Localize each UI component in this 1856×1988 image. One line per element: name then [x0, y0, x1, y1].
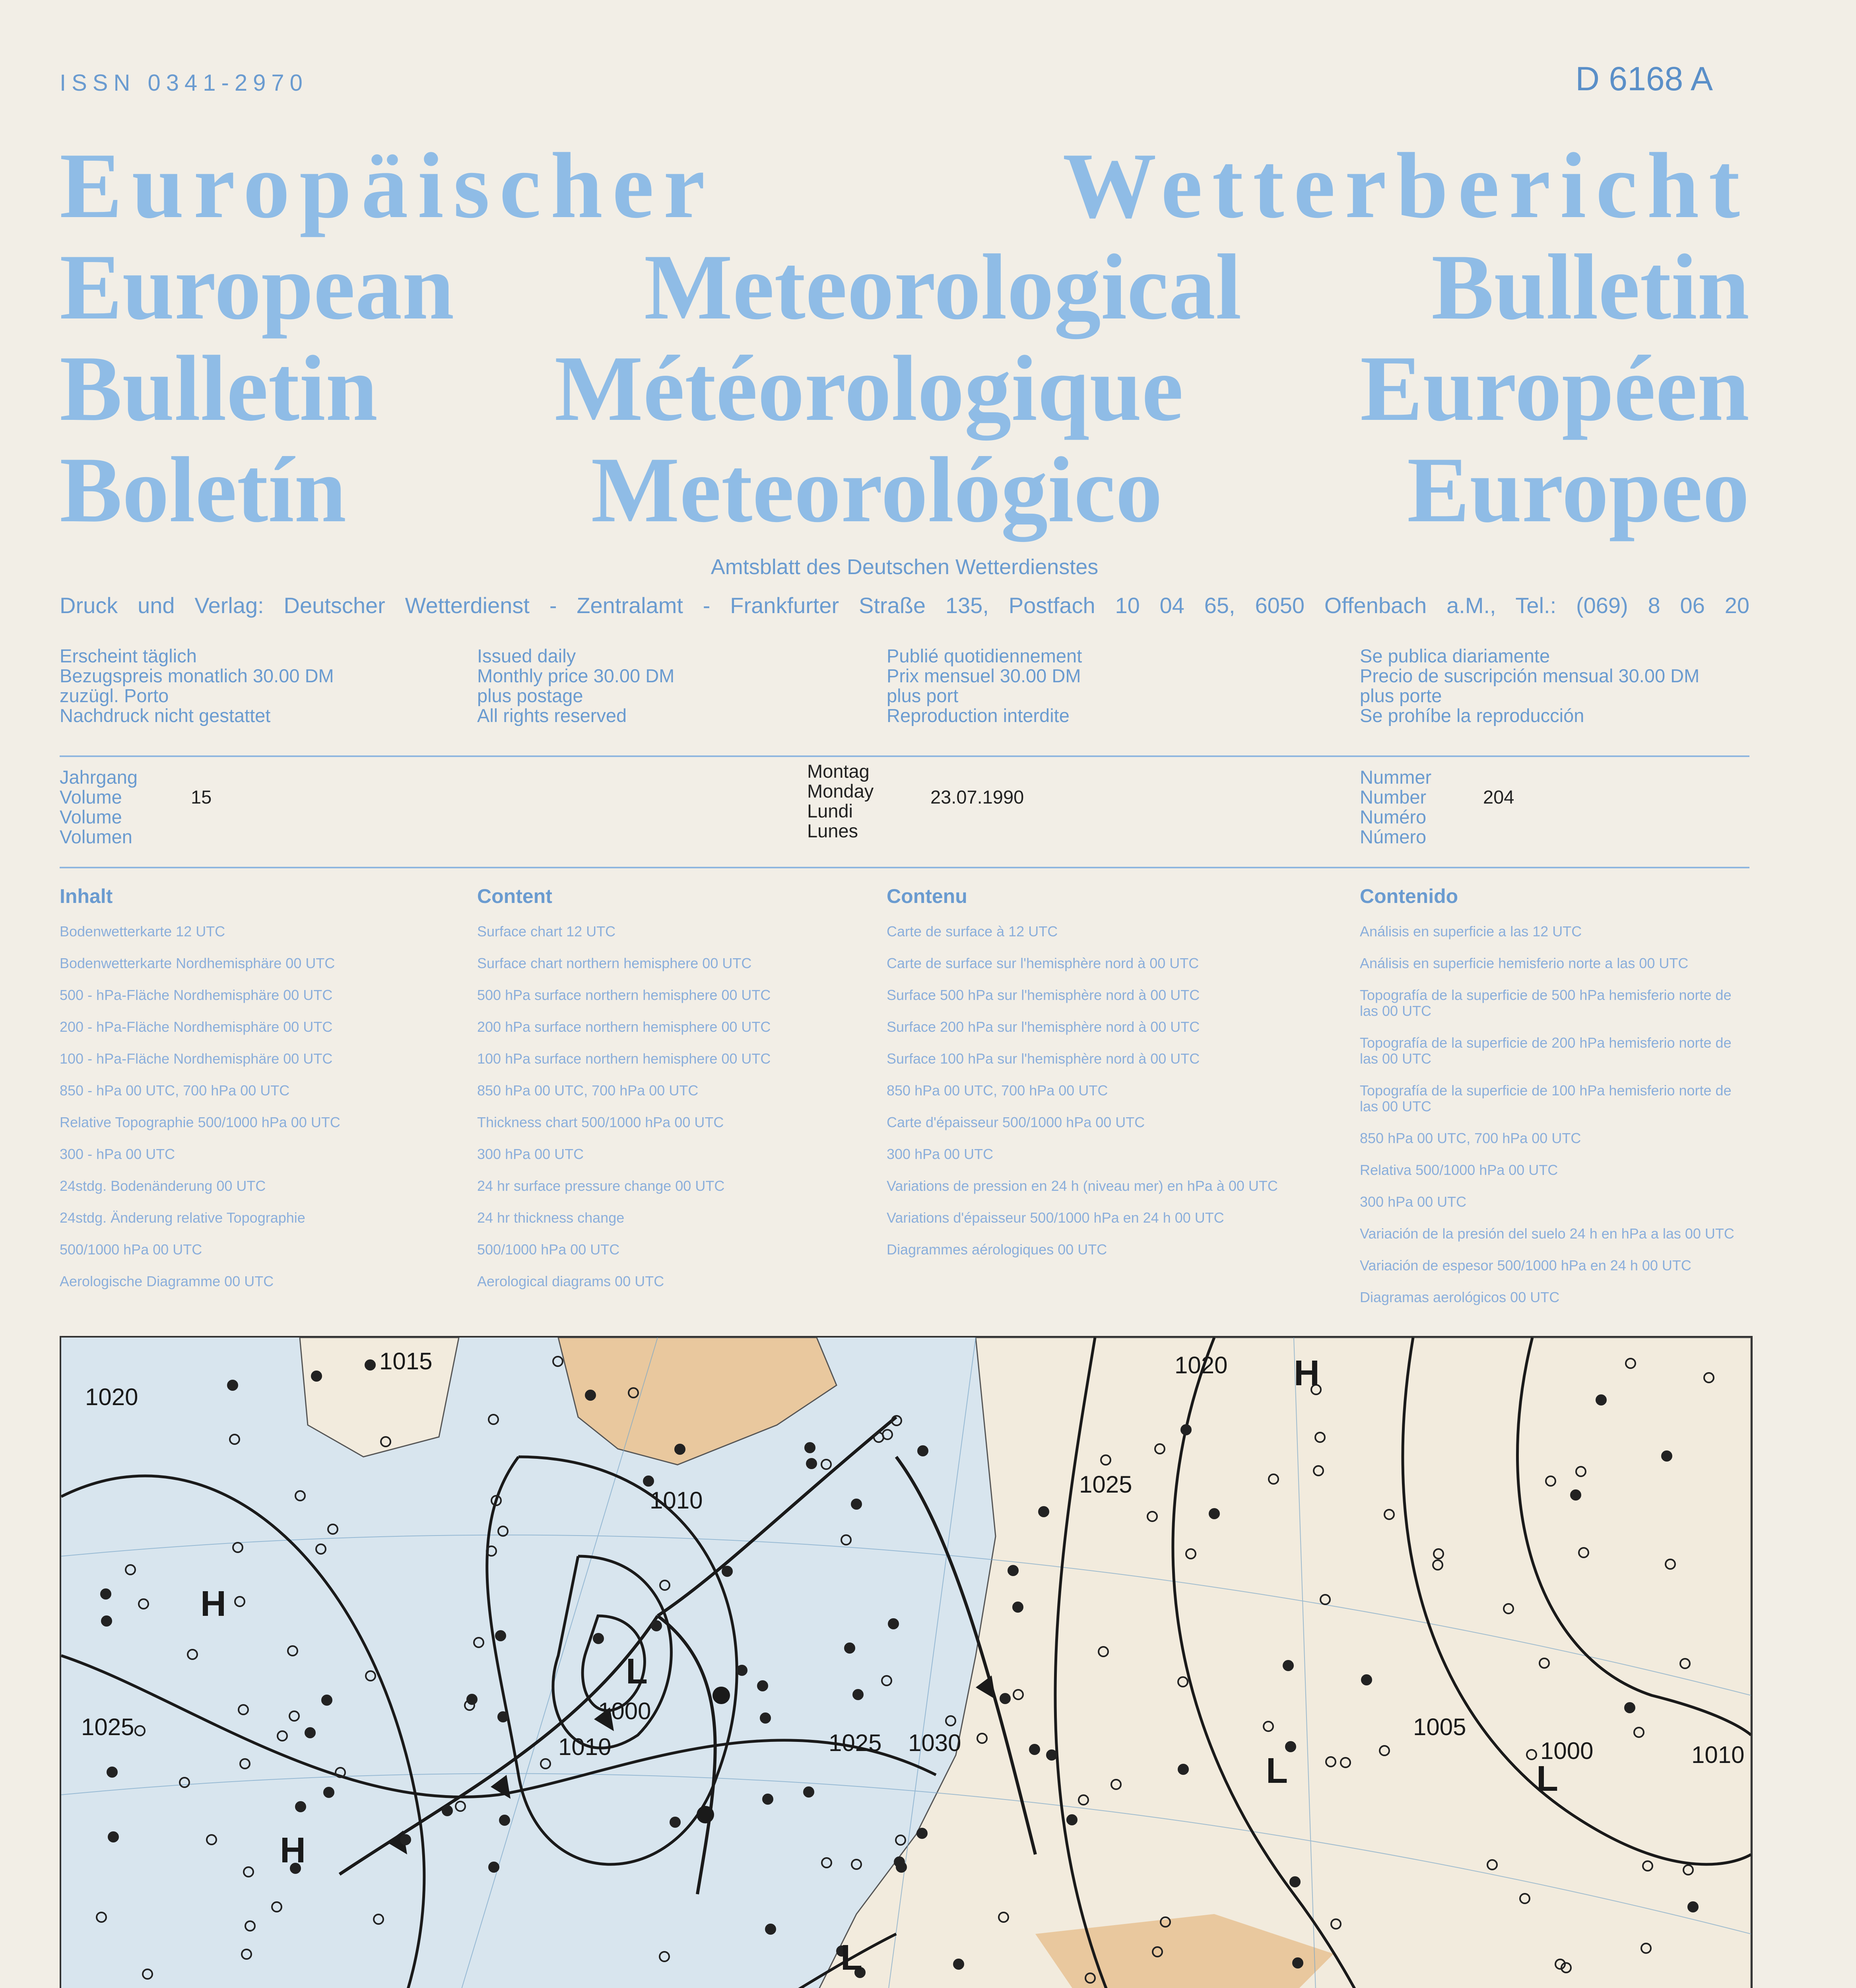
station-circle [474, 1638, 483, 1647]
isobar [61, 1934, 896, 1988]
contents-item: Diagramas aerológicos 00 UTC [1360, 1289, 1560, 1305]
contents-heading: Content [477, 885, 552, 907]
contents-spanish [1360, 885, 1749, 1321]
contents-item: Análisis en superficie hemisferio norte a las 00 UTC [1360, 955, 1689, 971]
issue-number: 204 [1483, 786, 1514, 808]
station-circle [918, 1446, 928, 1456]
contents-item: Carte de surface à 12 UTC [887, 923, 1058, 940]
station-circle [763, 1794, 773, 1804]
station-circle [230, 1435, 239, 1444]
station-circle [401, 1835, 410, 1844]
contents-french [887, 885, 1324, 1274]
station-circle [841, 1535, 851, 1545]
contents-item: Carte d'épaisseur 500/1000 hPa 00 UTC [887, 1114, 1145, 1130]
station-circle [489, 1415, 498, 1424]
station-circle [1067, 1815, 1077, 1825]
station-circle [541, 1759, 550, 1769]
station-circle [242, 1949, 251, 1959]
high-pressure-center: H [280, 1831, 306, 1870]
contents-item: 24stdg. Bodenänderung 00 UTC [60, 1178, 266, 1194]
volume-value: 15 [191, 786, 212, 808]
contents-item: 300 hPa 00 UTC [477, 1146, 584, 1162]
station-circle [1293, 1958, 1303, 1968]
station-circle [804, 1787, 813, 1797]
contents-item: 500 hPa surface northern hemisphere 00 UTC [477, 987, 771, 1003]
contents-item: Variations d'épaisseur 500/1000 hPa en 24 h 00 UTC [887, 1209, 1224, 1226]
subscription-line: Prix mensuel 30.00 DM [887, 665, 1081, 686]
station-circle [917, 1829, 927, 1838]
title-english: European Meteorological Bulletin [60, 235, 1749, 339]
contents-item: Surface 200 hPa sur l'hemisphère nord à 00 UTC [887, 1019, 1200, 1035]
subscription-line: Reproduction interdite [887, 705, 1070, 726]
contents-item: Topografía de la superficie de 500 hPa hemisferio norte de las 00 UTC [1360, 987, 1732, 1019]
subtitle: Amtsblatt des Deutschen Wetterdienstes [711, 555, 1099, 579]
high-pressure-center: H [200, 1584, 226, 1624]
station-circle [107, 1767, 117, 1777]
station-circle [1596, 1395, 1606, 1405]
station-circle [766, 1924, 775, 1934]
station-circle [109, 1832, 118, 1842]
subscription-line: All rights reserved [477, 705, 627, 726]
station-circle [316, 1544, 326, 1554]
contents-item: 24stdg. Änderung relative Topographie [60, 1209, 305, 1226]
number-label: Nummer [1360, 767, 1432, 788]
subscription-line: Publié quotidiennement [887, 645, 1082, 666]
subscription-line: plus porte [1360, 685, 1442, 706]
station-circle [954, 1959, 963, 1969]
contents-item: Aerologische Diagramme 00 UTC [60, 1273, 274, 1289]
station-circle [1013, 1602, 1023, 1612]
low-pressure-center: L [1536, 1759, 1558, 1799]
subscription-line: Nachdruck nicht gestattet [60, 705, 271, 726]
isobar-label: 1005 [1413, 1714, 1466, 1740]
station-circle [500, 1815, 509, 1825]
station-circle [761, 1713, 770, 1723]
publisher-line: Druck und Verlag: Deutscher Wetterdienst - Zentralamt - Frankfurter Straße 135, Postfach 10 04 65, 6050 Offenbach a.M., Tel.: (069) 8 06 20 [60, 593, 1749, 618]
station-circle [328, 1524, 338, 1534]
station-circle [135, 1726, 145, 1736]
contents-item: 850 hPa 00 UTC, 700 hPa 00 UTC [1360, 1130, 1581, 1146]
station-circle [1283, 1661, 1293, 1670]
station-circle [807, 1459, 816, 1468]
title-block [60, 135, 1749, 541]
isobar-label: 1025 [81, 1714, 134, 1740]
subscription-line: zuzügl. Porto [60, 685, 169, 706]
station-circle [821, 1460, 831, 1469]
contents-item: 200 hPa surface northern hemisphere 00 UTC [477, 1019, 771, 1035]
station-circle [1000, 1694, 1010, 1703]
contents-item: 200 - hPa-Fläche Nordhemisphäre 00 UTC [60, 1019, 333, 1035]
number-label: Número [1360, 826, 1427, 847]
station-circle [845, 1643, 854, 1653]
station-circle [489, 1862, 499, 1872]
title-spanish: Boletín Meteorológico Europeo [60, 438, 1749, 542]
subscription-line: plus postage [477, 685, 583, 706]
contents-item: Topografía de la superficie de 100 hPa hemisferio norte de las 00 UTC [1360, 1082, 1732, 1114]
issn-number: ISSN 0341-2970 [60, 70, 308, 96]
subscription-spanish [1360, 646, 1699, 726]
contents-item: 500/1000 hPa 00 UTC [60, 1241, 202, 1258]
station-circle [126, 1565, 135, 1574]
number-label: Numéro [1360, 806, 1427, 827]
contents-item: Relative Topographie 500/1000 hPa 00 UTC [60, 1114, 340, 1130]
subscription-english [477, 646, 674, 726]
contents-item: Surface chart northern hemisphere 00 UTC [477, 955, 752, 971]
contents-item: Bodenwetterkarte 12 UTC [60, 923, 225, 940]
station-circle [139, 1599, 148, 1609]
station-circle [896, 1835, 905, 1845]
station-circle [897, 1862, 906, 1872]
station-circle [852, 1860, 861, 1869]
contents-item: 300 hPa 00 UTC [887, 1146, 994, 1162]
subscription-line: Se publica diariamente [1360, 645, 1550, 666]
land-mass-europe [578, 1338, 1751, 1988]
station-circle [278, 1731, 287, 1741]
contents-item: Carte de surface sur l'hemisphère nord à 00 UTC [887, 955, 1199, 971]
contents-item: Análisis en superficie a las 12 UTC [1360, 923, 1582, 940]
station-circle [758, 1681, 767, 1691]
station-circle [644, 1476, 653, 1486]
station-circle [1030, 1745, 1039, 1754]
contents-item: 850 hPa 00 UTC, 700 hPa 00 UTC [887, 1082, 1108, 1099]
surface-weather-map [60, 1336, 1753, 1988]
volume-label: Jahrgang [60, 767, 138, 788]
contents-item: 24 hr surface pressure change 00 UTC [477, 1178, 725, 1194]
contents-item: 100 - hPa-Fläche Nordhemisphäre 00 UTC [60, 1050, 333, 1067]
number-label: Number [1360, 786, 1427, 808]
station-circle [1181, 1425, 1191, 1435]
contents-heading: Contenido [1360, 885, 1458, 907]
station-circle [1286, 1742, 1295, 1751]
station-circle [805, 1443, 815, 1452]
station-circle [188, 1650, 197, 1659]
warm-front-semicircle [697, 1806, 714, 1823]
document-number: D 6168 A [1575, 60, 1713, 97]
warm-front-semicircle [713, 1687, 730, 1704]
weekday-label: Monday [807, 780, 874, 802]
volume-label: Volume [60, 786, 122, 808]
subscription-line: Monthly price 30.00 DM [477, 665, 675, 686]
station-circle [374, 1914, 383, 1924]
station-circle [228, 1380, 237, 1390]
subscription-line: Bezugspreis monatlich 30.00 DM [60, 665, 334, 686]
contents-item: 500/1000 hPa 00 UTC [477, 1241, 620, 1258]
isobar-label: 1000 [598, 1698, 651, 1724]
contents-item: 300 - hPa 00 UTC [60, 1146, 175, 1162]
station-circle [366, 1671, 375, 1681]
contents-item: Bodenwetterkarte Nordhemisphäre 00 UTC [60, 955, 335, 971]
number-labels [1360, 767, 1431, 847]
isobar-label: 1020 [1175, 1352, 1228, 1378]
station-circle [852, 1499, 861, 1509]
station-circle [496, 1631, 505, 1640]
station-circle [722, 1567, 732, 1576]
title-french: Bulletin Météorologique Européen [60, 337, 1749, 441]
subscription-line: Se prohíbe la reproducción [1360, 705, 1584, 726]
contents-item: Aerological diagrams 00 UTC [477, 1273, 664, 1289]
contents-english [477, 885, 867, 1305]
station-circle [365, 1360, 375, 1370]
isobar-label: 1000 [1540, 1738, 1594, 1764]
station-circle [272, 1902, 282, 1912]
station-circle [822, 1858, 831, 1868]
subscription-line: Issued daily [477, 645, 576, 666]
station-circle [97, 1912, 106, 1922]
station-circle [737, 1666, 747, 1675]
subscription-french [887, 646, 1082, 726]
weather-chart-svg [61, 1338, 1751, 1988]
station-circle [660, 1580, 670, 1590]
weekday-label: Lunes [807, 820, 858, 841]
contents-item: Surface 500 hPa sur l'hemisphère nord à 00 UTC [887, 987, 1200, 1003]
contents-heading: Inhalt [60, 885, 113, 907]
station-circle [675, 1444, 685, 1454]
station-circle [874, 1433, 883, 1442]
divider [60, 755, 1749, 757]
station-circle [586, 1390, 595, 1400]
station-circle [1662, 1451, 1672, 1461]
contents-item: Variación de la presión del suelo 24 h en hPa a las 00 UTC [1360, 1225, 1734, 1242]
station-circle [289, 1711, 299, 1721]
station-circle [1178, 1765, 1188, 1774]
station-circle [324, 1788, 334, 1797]
station-circle [594, 1634, 603, 1643]
station-circle [240, 1759, 250, 1769]
station-circle [498, 1712, 508, 1722]
station-circle [670, 1817, 680, 1827]
isobar-label: 1015 [379, 1348, 433, 1375]
volume-labels [60, 767, 138, 847]
station-circle [102, 1616, 111, 1626]
station-circle [295, 1491, 305, 1501]
station-circle [443, 1806, 452, 1815]
weekday-label: Montag [807, 761, 870, 782]
land-mass-greenland [558, 1338, 837, 1465]
title-german: Europäischer Wetterbericht [60, 134, 1749, 238]
isobar-label: 1030 [908, 1730, 961, 1756]
station-circle [235, 1597, 245, 1606]
divider [60, 867, 1749, 868]
station-circle [1047, 1750, 1056, 1760]
contents-item: Variación de espesor 500/1000 hPa en 24 h 00 UTC [1360, 1257, 1691, 1274]
station-circle [467, 1695, 477, 1704]
contents-item: Surface chart 12 UTC [477, 923, 616, 940]
station-circle [180, 1778, 189, 1787]
contents-item: Surface 100 hPa sur l'hemisphère nord à 00 UTC [887, 1050, 1200, 1067]
weekday-label: Lundi [807, 800, 853, 821]
station-circle [1210, 1509, 1219, 1518]
station-circle [1571, 1490, 1580, 1500]
contents-item: Topografía de la superficie de 200 hPa hemisferio norte de las 00 UTC [1360, 1035, 1732, 1067]
low-pressure-center: L [841, 1938, 862, 1978]
station-circle [322, 1695, 332, 1705]
isobar-label: 1010 [650, 1487, 703, 1514]
station-circle [652, 1621, 661, 1631]
subscription-line: plus port [887, 685, 959, 706]
station-circle [101, 1589, 111, 1599]
station-circle [312, 1371, 321, 1381]
subscription-german [60, 646, 334, 726]
station-circle [1362, 1675, 1371, 1685]
contents-item: Thickness chart 500/1000 hPa 00 UTC [477, 1114, 724, 1130]
contents-item: Relativa 500/1000 hPa 00 UTC [1360, 1162, 1558, 1178]
contents-item: 500 - hPa-Fläche Nordhemisphäre 00 UTC [60, 987, 333, 1003]
isobar-label: 1025 [1079, 1471, 1132, 1498]
station-circle [853, 1690, 863, 1699]
isobar-label: 1010 [558, 1734, 612, 1760]
volume-label: Volume [60, 806, 122, 827]
contents-item: 24 hr thickness change [477, 1209, 625, 1226]
station-circle [143, 1969, 152, 1979]
isobar-label: 1020 [85, 1384, 138, 1410]
station-circle [296, 1802, 305, 1811]
station-circle [1688, 1902, 1698, 1912]
station-circle [889, 1619, 898, 1629]
subscription-line: Erscheint täglich [60, 645, 197, 666]
station-circle [244, 1867, 253, 1877]
station-circle [288, 1646, 297, 1656]
station-circle [553, 1357, 563, 1366]
station-circle [305, 1728, 315, 1738]
subscription-line: Precio de suscripción mensual 30.00 DM [1360, 665, 1700, 686]
station-circle [1290, 1877, 1300, 1887]
contents-item: Diagrammes aérologiques 00 UTC [887, 1241, 1107, 1258]
low-pressure-center: L [1266, 1751, 1288, 1791]
isobar [487, 1457, 737, 1864]
station-circle [233, 1543, 243, 1552]
isobar-label: 1025 [829, 1730, 882, 1756]
station-circle [207, 1835, 216, 1844]
station-circle [498, 1526, 508, 1536]
issue-date: 23.07.1990 [930, 786, 1024, 808]
contents-heading: Contenu [887, 885, 967, 907]
station-circle [1039, 1507, 1048, 1516]
station-circle [1008, 1566, 1018, 1575]
station-circle [245, 1921, 255, 1931]
contents-german [60, 885, 449, 1305]
low-pressure-center: L [626, 1652, 648, 1691]
contents-item: Variations de pression en 24 h (niveau mer) en hPa à 00 UTC [887, 1178, 1278, 1194]
contents-item: 300 hPa 00 UTC [1360, 1194, 1467, 1210]
volume-label: Volumen [60, 826, 132, 847]
station-circle [456, 1802, 465, 1811]
contents-item: 100 hPa surface northern hemisphere 00 UTC [477, 1050, 771, 1067]
high-pressure-center: H [1294, 1353, 1320, 1393]
station-circle [946, 1716, 955, 1726]
isobar-label: 1010 [1691, 1741, 1745, 1768]
station-circle [882, 1676, 891, 1685]
station-circle [660, 1952, 669, 1961]
station-circle [1625, 1703, 1635, 1712]
station-circle [239, 1705, 248, 1714]
contents-item: 850 hPa 00 UTC, 700 hPa 00 UTC [477, 1082, 699, 1099]
weekday-labels [807, 761, 874, 841]
contents-item: 850 - hPa 00 UTC, 700 hPa 00 UTC [60, 1082, 290, 1099]
